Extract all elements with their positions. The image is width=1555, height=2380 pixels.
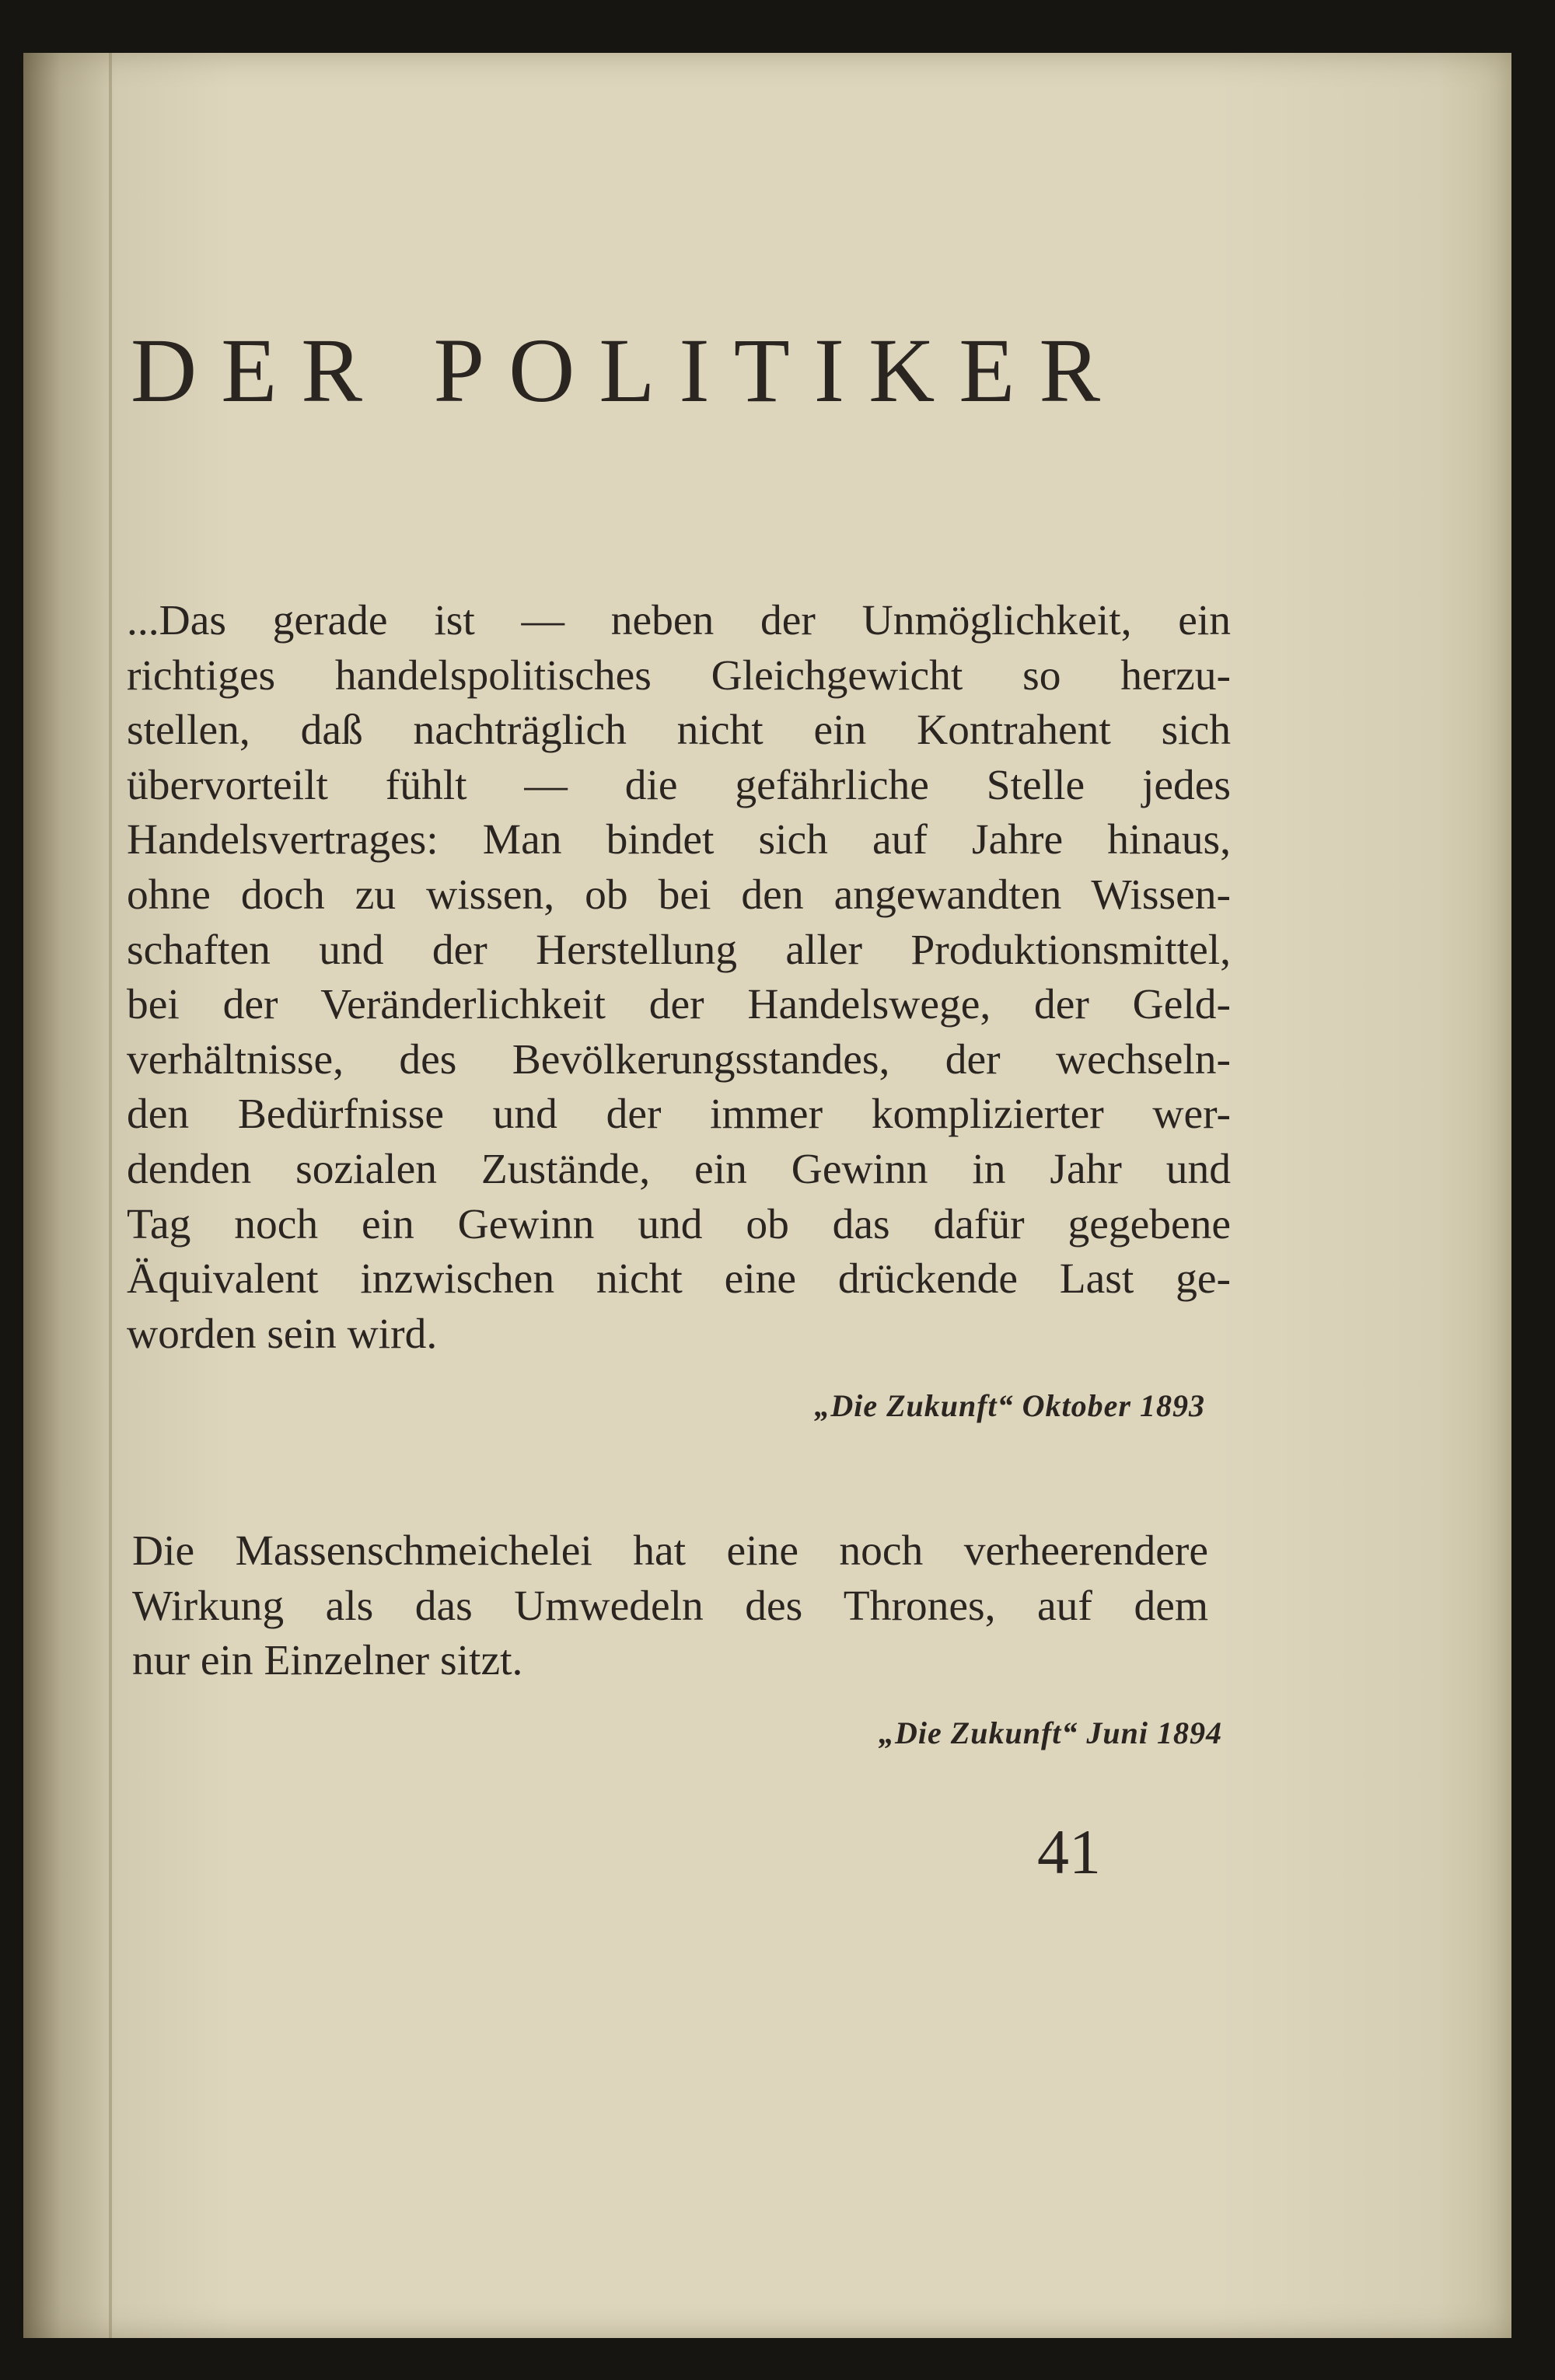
quote-1-line: Tag noch ein Gewinn und ob das dafür gegebene bbox=[127, 1200, 1231, 1248]
quote-1-line: den Bedürfnisse und der immer komplizierter wer- bbox=[127, 1091, 1231, 1139]
quote-1-line: worden sein wird. bbox=[127, 1310, 438, 1358]
quote-1-line: Äquivalent inzwischen nicht eine drückende Last ge- bbox=[127, 1255, 1231, 1303]
quote-1-line: ohne doch zu wissen, ob bei den angewandten Wissen- bbox=[127, 871, 1231, 919]
quote-1-line: Handelsvertrages: Man bindet sich auf Jahre hinaus, bbox=[127, 816, 1231, 864]
quote-1-line: ...Das gerade ist — neben der Unmöglichkeit, ein bbox=[127, 597, 1231, 644]
quote-1-line: richtiges handelspolitisches Gleichgewicht so herzu- bbox=[127, 651, 1231, 700]
binding-edge bbox=[109, 53, 112, 2338]
quote-2-line: Wirkung als das Umwedeln des Thrones, auf dem bbox=[132, 1582, 1208, 1630]
quote-1-line: verhältnisse, des Bevölkerungsstandes, der wechseln- bbox=[127, 1035, 1231, 1084]
quote-1-line: bei der Veränderlichkeit der Handelswege, der Geld- bbox=[127, 981, 1231, 1029]
quote-1-line: denden sozialen Zustände, ein Gewinn in Jahr und bbox=[127, 1145, 1231, 1193]
quote-1-line: stellen, daß nachträglich nicht ein Kontrahent sich bbox=[127, 707, 1231, 755]
quote-2-line: nur ein Einzelner sitzt. bbox=[132, 1637, 523, 1685]
quote-2-source: „Die Zukunft“ Juni 1894 bbox=[879, 1715, 1222, 1750]
page-gutter-shadow bbox=[23, 53, 117, 2338]
quote-1-source: „Die Zukunft“ Oktober 1893 bbox=[814, 1388, 1205, 1423]
quote-2-text bbox=[132, 1524, 1208, 1689]
page-heading: DER POLITIKER bbox=[131, 319, 1125, 421]
quote-1-line: schaften und der Herstellung aller Produktionsmittel, bbox=[127, 926, 1231, 974]
quote-1-text bbox=[127, 594, 1231, 1362]
quote-2-line: Die Massenschmeichelei hat eine noch verheerendere bbox=[132, 1527, 1208, 1575]
quote-1-line: übervorteilt fühlt — die gefährliche Stelle jedes bbox=[127, 761, 1231, 809]
page-number: 41 bbox=[1037, 1816, 1101, 1887]
